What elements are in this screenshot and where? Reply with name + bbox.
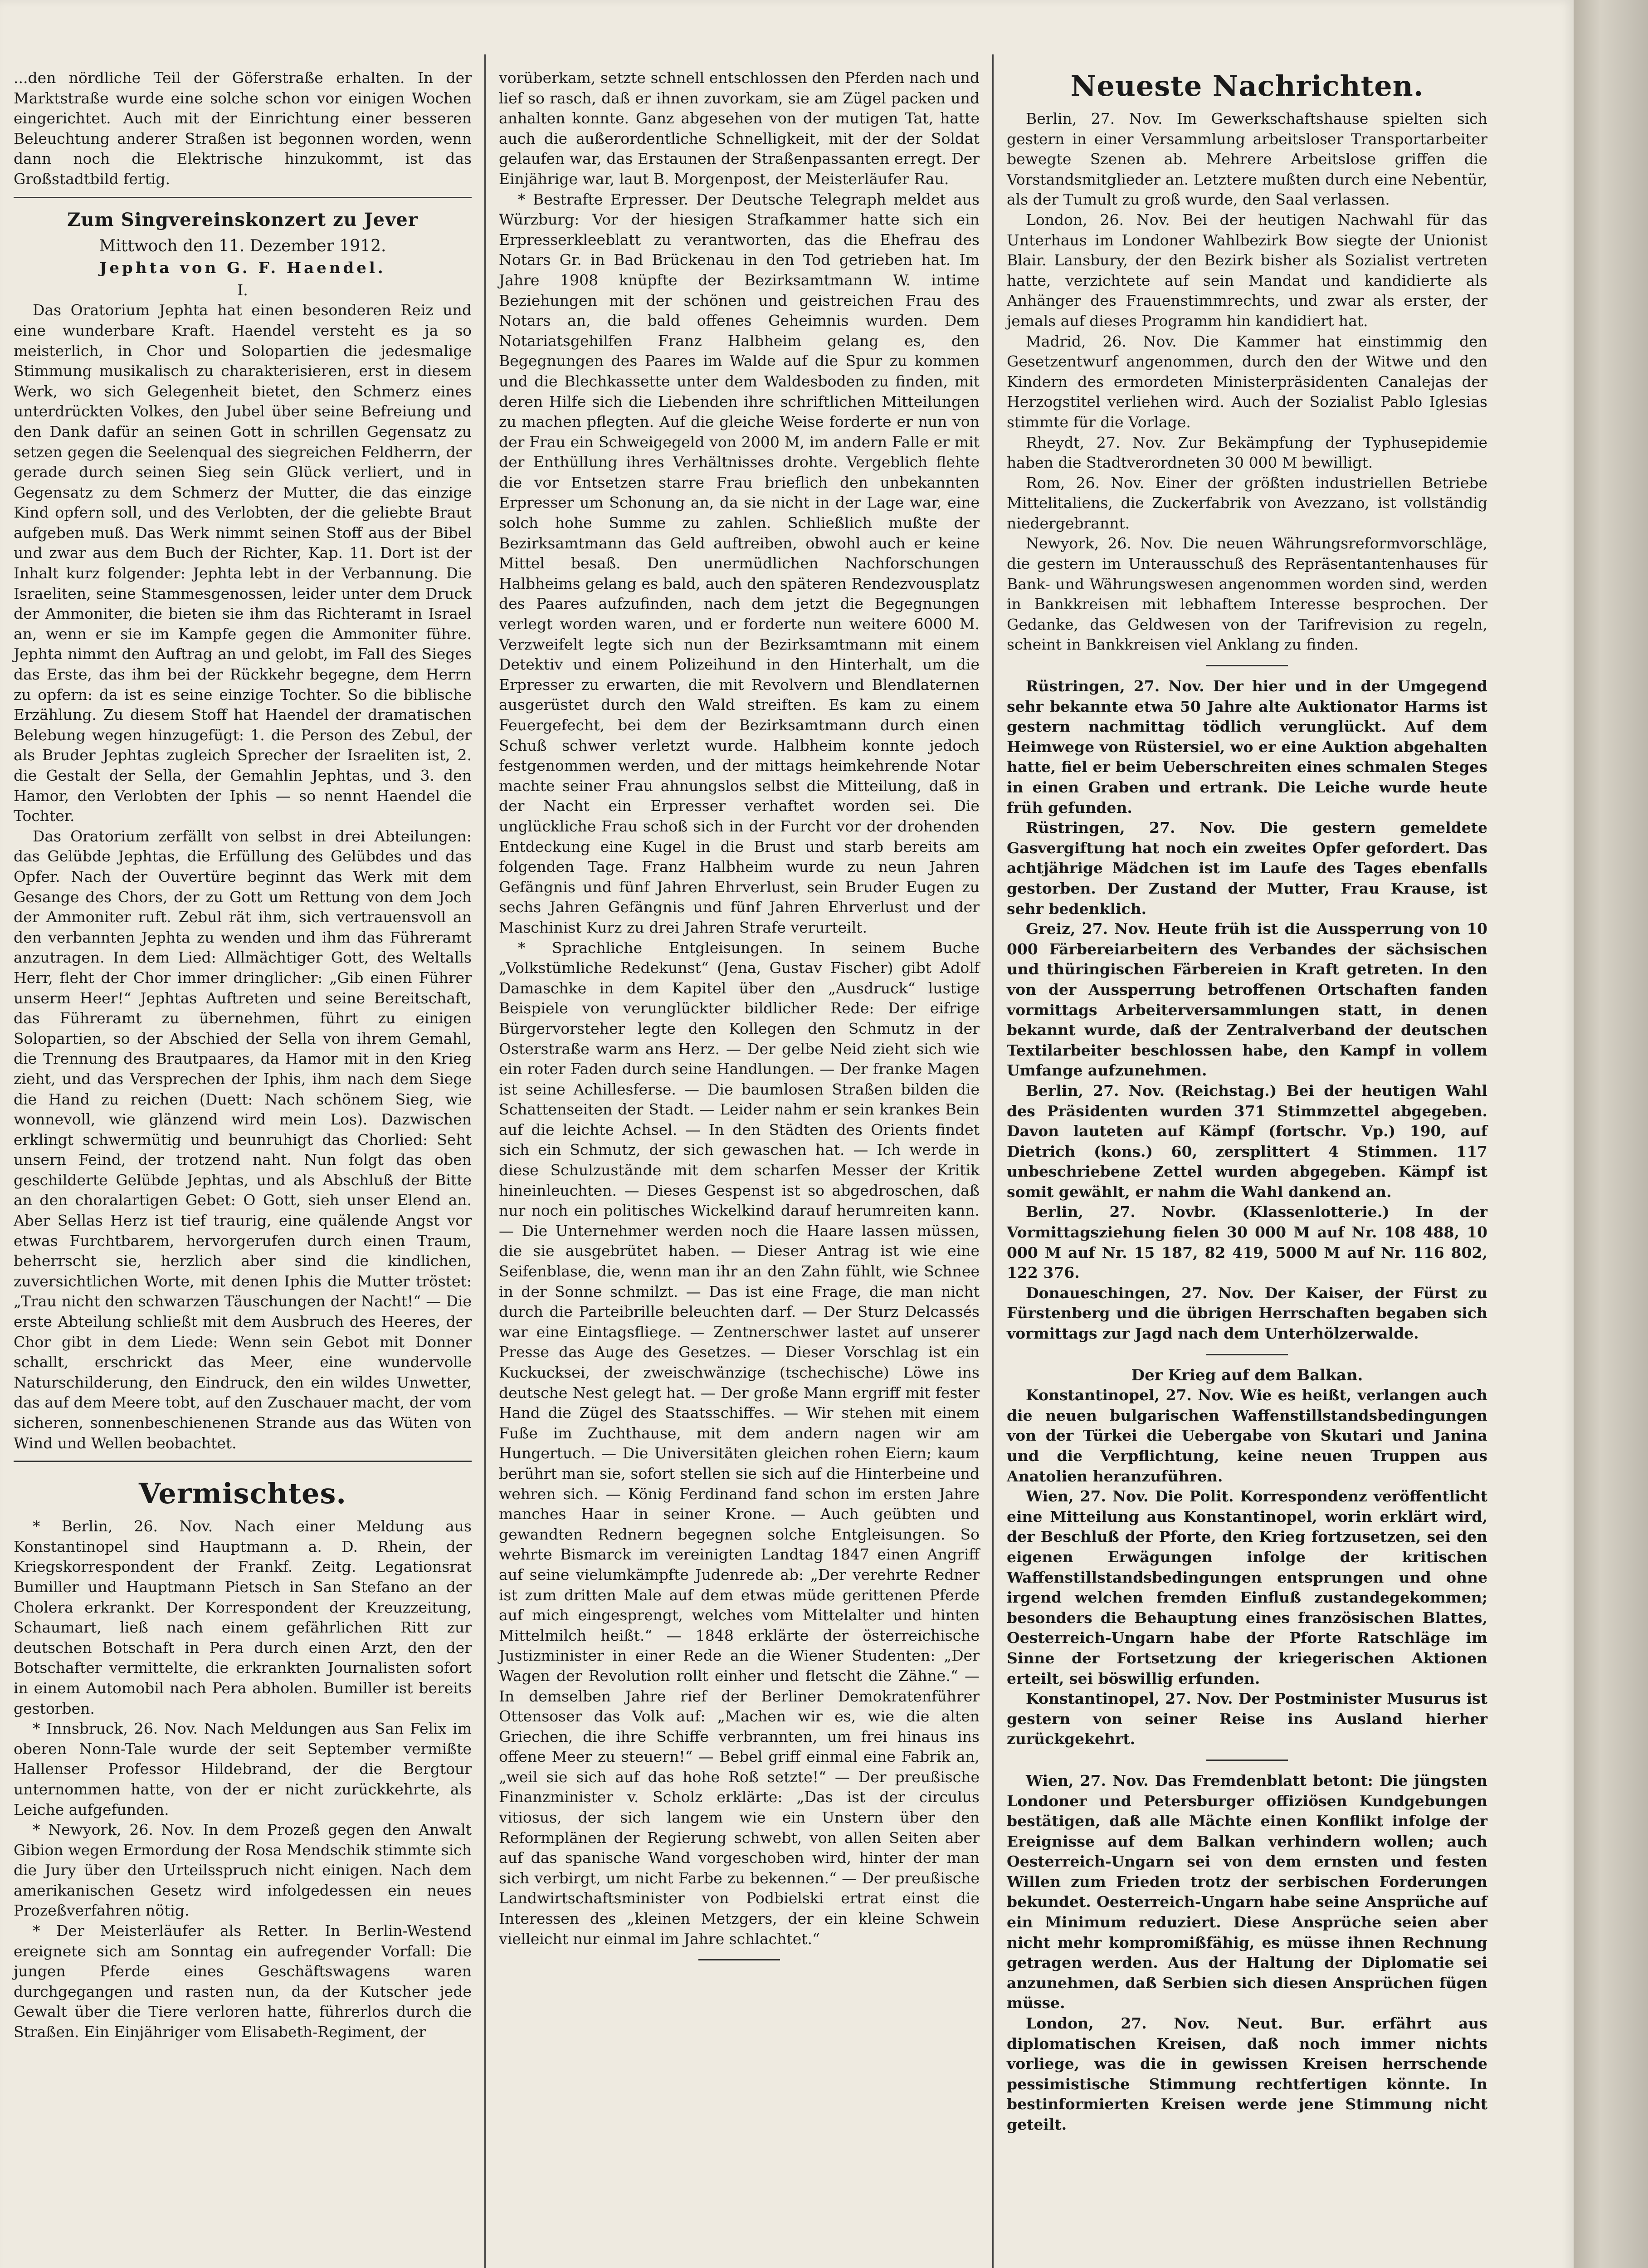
news-donaueschingen: Donaueschingen, 27. Nov. Der Kaiser, der Fürst zu Fürstenberg und die übrigen Herrschaften begaben sich vormittags zur Jagd nach dem Unterhölzerwalde. [1007, 1284, 1487, 1343]
column-1 [14, 68, 472, 2043]
misc-innsbruck: * Innsbruck, 26. Nov. Nach Meldungen aus San Felix im oberen Nonn-Tale wurde der seit September vermißte Hallenser Professor Hildebrand, der die Bergtour unternommen hatte, von der er nicht zurückkehrte, als Leiche aufgefunden. [14, 1720, 472, 1818]
news-greiz: Greiz, 27. Nov. Heute früh ist die Aussperrung von 10 000 Färbereiarbeitern des Verbandes der sächsischen und thüringischen Färbereien in Kraft getreten. In den von der Aussperrung betroffenen Ortschaften fanden vormittags Arbeiterversammlungen statt, in denen bekannt wurde, daß der Zentralverband der deutschen Textilarbeiter beschlossen habe, den Kampf in vollem Umfange aufzunehmen. [1007, 920, 1487, 1080]
news-lotterie: Berlin, 27. Novbr. (Klassenlotterie.) In der Vormittagsziehung fielen 30 000 M auf Nr. 108 488, 10 000 M auf Nr. 15 187, 82 419, 5000 M auf Nr. 116 802, 122 376. [1007, 1203, 1487, 1282]
news-newyork: Newyork, 26. Nov. Die neuen Währungsreformvorschläge, die gestern im Unterausschuß des Repräsentantenhauses für Bank- und Währungswesen angenommen worden sind, werden in Bankkreisen mit lebhaftem Interesse besprochen. Der Gedanke, das Geldwesen von der Tarifrevision zu regeln, scheint in Bankkreisen viel Anklang zu finden. [1007, 534, 1487, 654]
misc-meisterlaeufer: * Der Meisterläufer als Retter. In Berlin-Westend ereignete sich am Sonntag ein aufregender Vorfall: Die jungen Pferde eines Geschäftswagens waren durchgegangen und rasten nun, da der Kutscher jede Gewalt über die Tiere verloren hatte, führerlos durch die Straßen. Ein Einjähriger vom Elisabeth-Regiment, der [14, 1922, 472, 2041]
news-london: London, 26. Nov. Bei der heutigen Nachwahl für das Unterhaus im Londoner Wahlbezirk Bow siegte der Unionist Blair. Lansbury, der den Bezirk bisher als Sozialist vertreten hatte, verzichtete auf sein Mandat und kandidierte als Anhänger des Frauenstimmrechts, und zwar als erster, der jemals auf dieses Programm hin kandidiert hat. [1007, 210, 1487, 330]
news-title: Neueste Nachrichten. [1070, 69, 1424, 103]
sprachliche-entgleisungen: * Sprachliche Entgleisungen. In seinem Buche „Volkstümliche Redekunst“ (Jena, Gustav Fischer) gibt Adolf Damaschke in dem Kapitel über den „Ausdruck“ lustige Beispiele von verunglückter bildlicher Rede: Der eifrige Bürgervorsteher legte den Kollegen den Schmutz in der Osterstraße warm ans Herz. — Der gelbe Neid zieht sich wie ein roter Faden durch seine Handlungen. — Der franke Magen ist seine Achillesferse. — Die baumlosen Straßen bilden die Schattenseiten der Stadt. — Leider nahm er sein krankes Bein auf die leichte Achsel. — In den Städten des Orients findet sich ein Schmutz, der sich gewaschen hat. — Ich werde in diese Schulzustände mit dem scharfen Messer der Kritik hineinleuchten. — Dieses Gespenst ist so abgedroschen, daß nur noch ein politisches Wickelkind darauf herumreiten kann. — Die Unternehmer werden noch die Haare lassen müssen, die sie ausgebrütet haben. — Dieser Antrag ist wie eine Seifenblase, die, wenn man ihr an den Zahn fühlt, wie Schnee in der Sonne schmilzt. — Das ist eine Frage, die man nicht durch die Parteibrille beleuchten darf. — Der Sturz Delcassés war eine Eintagsfliege. — Zentnerschwer lastet auf unserer Presse das Auge des Gesetzes. — Dieser Vorschlag ist ein Kuckucksei, der zweischwänzige (tschechische) Löwe ins deutsche Nest gelegt hat. — Der große Mann ergriff mit fester Hand die Zügel des Staatsschiffes. — Wir stehen mit einem Fuße im Zuchthause, mit dem andern nagen wir am Hungertuch. — Die Universitäten gleichen rohen Eiern; kaum berührt man sie, sofort stellen sie sich auf die Hinterbeine und wehren sich. — König Ferdinand fand schon im ersten Jahre manches Haar in seiner Krone. — Auch geübten und gewandten Rednern begegnen solche Entgleisungen. So wehrte Bismarck im vereinigten Landtag 1847 einen Angriff auf seine vielumkämpfte Judenrede ab: „Der verehrte Redner ist zum dritten Male auf dem etwas müde gerittenen Pferde auf mich eingesprengt, welches vom Mittelalter und hinten Mittelmilch heißt.“ — 1848 erklärte der österreichische Justizminister in einer Rede an die Wiener Studenten: „Der Wagen der Revolution rollt einher und fletscht die Zähne.“ — In demselben Jahre rief der Berliner Demokratenführer Ottensoser das Volk auf: „Machen wir es, wie die alten Griechen, die ihre Schiffe verbrannten, um frei hinaus ins offene Meer zu steuern!“ — Bebel griff einmal eine Fabrik an, „weil sie sich auf das hohe Roß setzte!“ — Der preußische Finanzminister v. Scholz erklärte: „Das ist der circulus vitiosus, der sich langem wie ein Unstern über den Reformplänen der Regierung schwebt, von allen Seiten aber auf das spanische Wand vorgeschoben wird, hinter der man sich verbirgt, um nicht Farbe zu bekennen.“ — Der preußische Landwirtschaftsminister von Podbielski ertrat einst die Interessen des „kleinen Metzgers, der ein kleine Schwein vielleicht nur einmal im Jahre schlachtet.“ [499, 938, 980, 1948]
news-london-2: London, 27. Nov. Neut. Bur. erfährt aus diplomatischen Kreisen, daß noch immer nichts vorliege, was die in gewissen Kreisen herrschende pessimistische Stimmung rechtfertigen könnte. In bestinformierten Kreisen werde jene Stimmung nicht geteilt. [1007, 2014, 1487, 2133]
news-reichstag: Berlin, 27. Nov. (Reichstag.) Bei der heutigen Wahl des Präsidenten wurden 371 Stimmzettel abgegeben. Davon lauteten auf Kämpf (fortschr. Vp.) 190, auf Dietrich (kons.) 60, zersplittert 4 Stimmen. 117 unbeschriebene Zettel wurden abgegeben. Kämpf ist somit gewählt, er nahm die Wahl dankend an. [1007, 1081, 1487, 1201]
news-rheydt: Rheydt, 27. Nov. Zur Bekämpfung der Typhusepidemie haben die Stadtverordneten 30 000 M bewilligt. [1007, 433, 1487, 472]
concert-date: Mittwoch den 11. Dezember 1912. [99, 236, 386, 255]
misc-newyork: * Newyork, 26. Nov. In dem Prozeß gegen den Anwalt Gibion wegen Ermordung der Rosa Mendschik stimmte sich die Jury über den Urteilsspruch nicht einigen. Nach dem amerikanischen Gesetz wird infolgedessen ein neues Prozeßverfahren nötig. [14, 1821, 472, 1920]
balkan-title: Der Krieg auf dem Balkan. [1131, 1366, 1363, 1384]
column-2 [499, 68, 980, 1970]
intro-paragraph: ...den nördliche Teil der Göferstraße erhalten. In der Marktstraße wurde eine solche schon vor einigen Wochen eingerichtet. Auch mit der Einrichtung einer besseren Beleuchtung anderer Straßen ist begonnen worden, wenn dann noch die Elektrische hinzukommt, ist das Großstadtbild fertig. [14, 69, 472, 188]
news-ruestringen-1: Rüstringen, 27. Nov. Der hier und in der Umgegend sehr bekannte etwa 50 Jahre alte Auktionator Harms ist gestern nachmittag tödlich verunglückt. Auf dem Heimwege von Rüstersiel, wo er eine Auktion abgehalten hatte, fiel er beim Ueberschreiten eines schmalen Steges in einen Graben und ertrank. Die Leiche wurde heute früh gefunden. [1007, 677, 1487, 816]
bestrafte-erpresser: * Bestrafte Erpresser. Der Deutsche Telegraph meldet aus Würzburg: Vor der hiesigen Strafkammer hatte sich ein Erpresserkleeblatt zu verantworten, das die Ehefrau des Notars Gr. in Bad Brückenau in den Tod getrieben hat. Im Jahre 1908 knüpfte der Bezirksamtmann W. intime Beziehungen mit der schönen und geistreichen Frau des Notars an, die bald offenes Geheimnis wurden. Dem Notariatsgehilfen Franz Halbheim gelang es, den Begegnungen des Paares im Walde auf die Spur zu kommen und die Blechkassette unter dem Waldesboden zu finden, mit deren Hilfe sich die Liebenden ihre schriftlichen Mitteilungen zu machen pflegten. Auf die gleiche Weise forderte er nun von der Frau ein Schweigegeld von 2000 M, im andern Falle er mit der Enthüllung ihres Verhältnisses drohte. Vergeblich flehte die vor Entsetzen starre Frau brieflich den unbekannten Erpresser um Schonung an, da sie nicht in der Lage war, eine solch hohe Summe zu zahlen. Schließlich mußte der Bezirksamtmann das Geld auftreiben, obwohl auch er keine Mittel besaß. Den unermüdlichen Nachforschungen Halbheims gelang es bald, auch den späteren Rendezvousplatz des Paares aufzufinden, nach dem jetzt die Begegnungen verlegt worden waren, und er forderte nun weitere 6000 M. Verzweifelt legte sich nun der Bezirksamtmann mit einem Detektiv und einem Polizeihund in den Hinterhalt, um die Erpresser zu erwarten, die mit Revolvern und Blendlaternen ausgerüstet durch den Wald streiften. Es kam zu einem Feuergefecht, bei dem der Bezirksamtmann durch einen Schuß schwer verletzt wurde. Halbheim konnte jedoch festgenommen werden, und der mittags heimkehrende Notar machte seiner Frau ahnungslos selbst die Mitteilung, daß in der Nacht ein Erpresser verhaftet worden sei. Die unglückliche Frau schoß sich in der Furcht vor der drohenden Entdeckung eine Kugel in die Brust und starb bereits am folgenden Tage. Franz Halbheim wurde zu neun Jahren Gefängnis und fünf Jahren Ehrverlust, sein Bruder Eugen zu sechs Jahren Gefängnis und fünf Jahren Ehrverlust und der Maschinist Kurz zu drei Jahren Strafe verurteilt. [499, 190, 980, 936]
misc-berlin: * Berlin, 26. Nov. Nach einer Meldung aus Konstantinopel sind Hauptmann a. D. Rhein, der Kriegskorrespondent der Frankf. Zeitg. Legationsrat Bumiller und Hauptmann Pietsch in San Stefano an der Cholera erkrankt. Der Korrespondent der Kreuzzeitung, Schaumart, ließ nach einem gefährlichen Ritt zur deutschen Botschaft in Pera durch einen Arzt, den der Botschafter vermittelte, die erkrankten Journalisten sofort in einem Automobil nach Pera abholen. Bumiller ist bereits gestorben. [14, 1517, 472, 1717]
page-edge-outer [1601, 0, 1648, 2268]
news-rom: Rom, 26. Nov. Einer der größten industriellen Betriebe Mittelitaliens, die Zuckerfabrik von Avezzano, ist vollständig niedergebrannt. [1007, 474, 1487, 532]
end-rule [698, 1959, 780, 1960]
news-konstantinopel-1: Konstantinopel, 27. Nov. Wie es heißt, verlangen auch die neuen bulgarischen Waffenstillstandsbedingungen von der Türkei die Uebergabe von Skutari und Janina und die Verpflichtung, keine neuen Truppen aus Anatolien heranzuführen. [1007, 1386, 1487, 1485]
news-madrid: Madrid, 26. Nov. Die Kammer hat einstimmig den Gesetzentwurf angenommen, durch den der Witwe und den Kindern des ermordeten Ministerpräsidenten Canalejas der Herzogstitel verliehen wird. Auch der Sozialist Pablo Iglesias stimmte für die Vorlage. [1007, 332, 1487, 431]
concert-paragraph-1: Das Oratorium Jephta hat einen besonderen Reiz und eine wunderbare Kraft. Haendel versteht es ja so meisterlich, in Chor und Solopartien die jedesmalige Stimmung musikalisch zu charakterisieren, erst in diesem Werk, wo sich Gelegenheit bietet, den Schmerz eines unterdrückten Volkes, den Jubel über seine Befreiung und den Dank dafür an seinen Gott in schrillen Gegensatz zu setzen gegen die Seelenqual des siegreichen Feldherrn, der gerade durch seinen Sieg sein Glück verliert, und in Gegensatz zu dem Schmerz der Mutter, die das einzige Kind opfern soll, und des Verlobten, der die geliebte Braut aufgeben muß. Das Werk nimmt seinen Stoff aus der Bibel und zwar aus dem Buch der Richter, Kap. 11. Dort ist der Inhalt kurz folgender: Jephta lebt in der Verbannung. Die Israeliten, seine Stammesgenossen, leider unter dem Druck der Ammoniter, die bieten sie ihm das Richteramt in Israel an, wenn er sie im Kampfe gegen die Ammoniter führe. Jephta nimmt den Auftrag an und gelobt, im Fall des Sieges das Erste, das ihm bei der Rückkehr begegne, dem Herrn zu opfern: da ist es seine einzige Tochter. So die biblische Erzählung. Zu diesem Stoff hat Haendel der dramatischen Belebung wegen hinzugefügt: 1. die Person des Zebul, der als Bruder Jephtas zugleich Sprecher der Israeliten ist, 2. die Gestalt der Sella, der Gemahlin Jephtas, und 3. den Hamor, den Verlobten der Iphis — so nennt Haendel die Tochter. [14, 301, 472, 825]
concert-part: I. [237, 281, 248, 299]
divider [14, 1461, 472, 1462]
page-edge [1574, 0, 1601, 2268]
concert-title: Zum Singvereinskonzert zu Jever [67, 209, 418, 230]
meisterlaeufer-continued: vorüberkam, setzte schnell entschlossen den Pferden nach und lief so rasch, daß er ihnen zuvorkam, sie am Zügel packen und anhalten konnte. Ganz abgesehen von der mutigen Tat, hatte auch die außerordentliche Schnelligkeit, mit der der Soldat gelaufen war, das Erstaunen der Straßenpassanten erregt. Der Einjährige war, laut B. Morgenpost, der Meisterläufer Rau. [499, 69, 980, 188]
news-wien-1: Wien, 27. Nov. Die Polit. Korrespondenz veröffentlicht eine Mitteilung aus Konstantinopel, worin erklärt wird, der Beschluß der Pforte, den Krieg fortzusetzen, sei den eigenen Erwägungen infolge der kritischen Waffenstillstandsbedingungen entsprungen und ohne irgend welchen fremden Einfluß zustandegekommen; besonders die Behauptung eines französischen Blattes, Oesterreich-Ungarn habe der Pforte Ratschläge im Sinne der Fortsetzung der kriegerischen Aktionen erteilt, sei böswillig erfunden. [1007, 1487, 1487, 1687]
divider [1206, 1760, 1288, 1761]
column-divider-2 [992, 54, 994, 2268]
misc-title: Vermischtes. [139, 1477, 346, 1510]
divider [1206, 1354, 1288, 1355]
news-ruestringen-2: Rüstringen, 27. Nov. Die gestern gemeldete Gasvergiftung hat noch ein zweites Opfer gefordert. Das achtjährige Mädchen ist im Laufe des Tages ebenfalls gestorben. Der Zustand der Mutter, Frau Krause, ist sehr bedenklich. [1007, 819, 1487, 918]
divider [14, 197, 472, 198]
column-3 [1007, 68, 1487, 2135]
news-konstantinopel-2: Konstantinopel, 27. Nov. Der Postminister Musurus ist gestern von seiner Reise ins Ausland hierher zurückgekehrt. [1007, 1690, 1487, 1748]
divider [1206, 665, 1288, 666]
column-divider-1 [484, 54, 486, 2268]
concert-subtitle: Jephta von G. F. Haendel. [99, 259, 386, 278]
concert-paragraph-2: Das Oratorium zerfällt von selbst in drei Abteilungen: das Gelübde Jephtas, die Erfüllung des Gelübdes und das Opfer. Nach der Ouvertüre beginnt das Werk mit dem Gesange des Chors, der zu Gott um Rettung von dem Joch der Ammoniter ruft. Zebul rät ihm, sich vertrauensvoll an den verbannten Jephta zu wenden und ihm das Führeramt anzutragen. In dem Lied: Allmächtiger Gott, des Weltalls Herr, fleht der Chor immer dringlicher: „Gib einen Führer unserm Heer!“ Jephtas Auftreten und seine Bereitschaft, das Führeramt zu übernehmen, führt zu einigen Solopartien, so der Abschied der Sella von ihrem Gemahl, die Trennung des Brautpaares, da Hamor mit in den Krieg zieht, und das Versprechen der Iphis, ihm nach dem Siege die Hand zu reichen (Duett: Nach schönem Sieg, wie wonnevoll, wie glänzend wird mein Los). Dazwischen erklingt schwermütig und beunruhigt das Chorlied: Seht unsern Feind, der trotzend naht. Nun folgt das oben geschilderte Gelübde Jephtas, und als Abschluß der Bitte an den choralartigen Gebet: O Gott, sieh unser Elend an. Aber Sellas Herz ist tief traurig, eine quälende Angst vor etwas Furchtbarem, hervorgerufen durch einen Traum, beherrscht sie, herzlich aber sind die kindlichen, zuversichtlichen Worte, mit denen Iphis die Mutter tröstet: „Trau nicht den schwarzen Täuschungen der Nacht!“ — Die erste Abteilung schließt mit dem Ausbruch des Heeres, der Chor gibt in dem Liede: Wenn sein Gebot mit Donner schallt, erschrickt das Meer, eine wundervolle Naturschilderung, den Eindruck, den ein wildes Unwetter, das auf dem Meere tobt, auf den Zuschauer macht, der vom sicheren, sonnenbeschienenen Strande aus das Wüten von Wind und Wellen beobachtet. [14, 827, 472, 1452]
news-wien-2: Wien, 27. Nov. Das Fremdenblatt betont: Die jüngsten Londoner und Petersburger offiziösen Kundgebungen bestätigen, daß alle Mächte einen Konflikt infolge der Ereignisse auf dem Balkan verhindern wollen; auch Oesterreich-Ungarn sei von dem ernsten und festen Willen zum Frieden trotz der serbischen Forderungen bekundet. Oesterreich-Ungarn habe seine Ansprüche auf ein Minimum reduziert. Diese Ansprüche seien aber nicht mehr kompromißfähig, es müsse ihnen Rechnung getragen werden. Aus der Haltung der Diplomatie sei anzunehmen, daß Serbien sich diesen Ansprüchen fügen müsse. [1007, 1771, 1487, 2012]
news-berlin: Berlin, 27. Nov. Im Gewerkschaftshause spielten sich gestern in einer Versammlung arbeitsloser Transportarbeiter bewegte Szenen ab. Mehrere Arbeitslose griffen die Vorstandsmitglieder an. Letztere mußten durch eine Nebentür, als der Tumult zu groß wurde, den Saal verlassen. [1007, 110, 1487, 209]
